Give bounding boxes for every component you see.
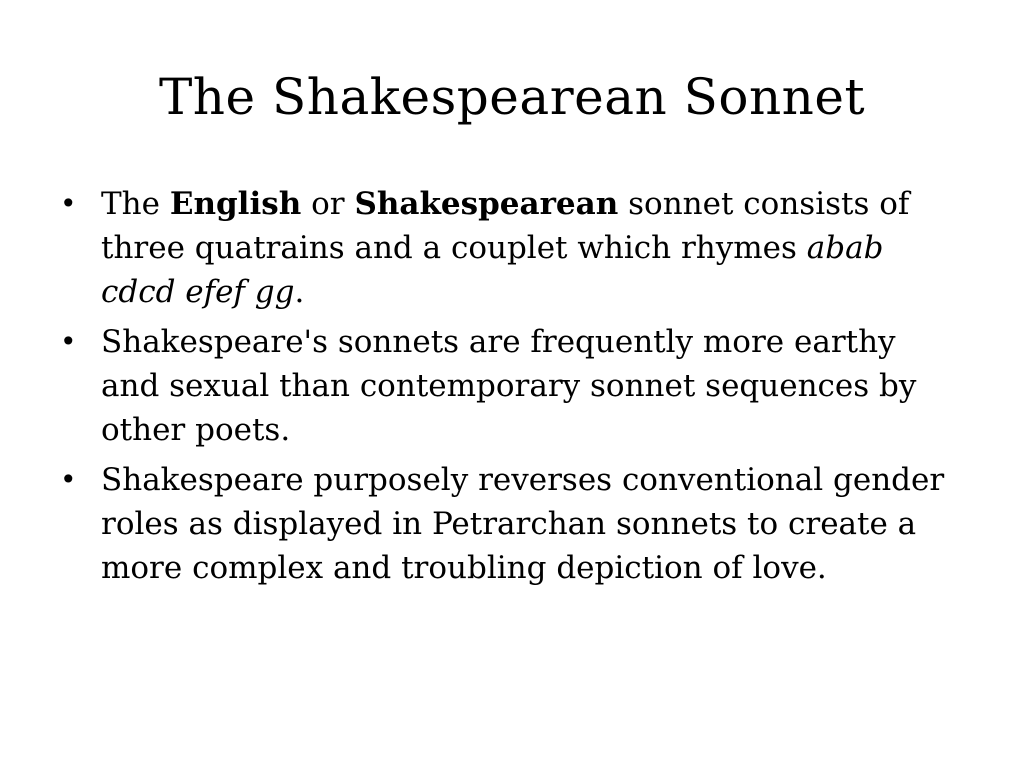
bullet-item-gender-roles (60, 458, 960, 590)
bold-term-english: English (169, 186, 302, 222)
bullet-marker: • (60, 325, 77, 358)
text-segment: sonnet consists of three quatrains and a couplet which rhymes (101, 186, 910, 266)
slide-title: The Shakespearean Sonnet (158, 68, 866, 126)
bullet-text: Shakespeare purposely reverses conventional gender roles as displayed in Petrarchan sonnets to create a more complex and troubling depiction of love. (101, 462, 945, 586)
bullet-item-earthy (60, 320, 960, 452)
italic-rhyme-scheme: abab cdcd efef gg (101, 230, 884, 310)
bullet-list (60, 182, 960, 596)
bullet-text: Shakespeare's sonnets are frequently more earthy and sexual than contemporary sonnet sequences by other poets. (101, 324, 917, 448)
text-segment: or (301, 186, 355, 222)
bullet-marker: • (60, 463, 77, 496)
text-segment: The (101, 186, 170, 222)
bullet-item-rhyme-scheme (60, 182, 960, 314)
text-segment: . (294, 274, 305, 310)
bullet-marker: • (60, 187, 77, 220)
bold-term-shakespearean: Shakespearean (354, 186, 619, 222)
